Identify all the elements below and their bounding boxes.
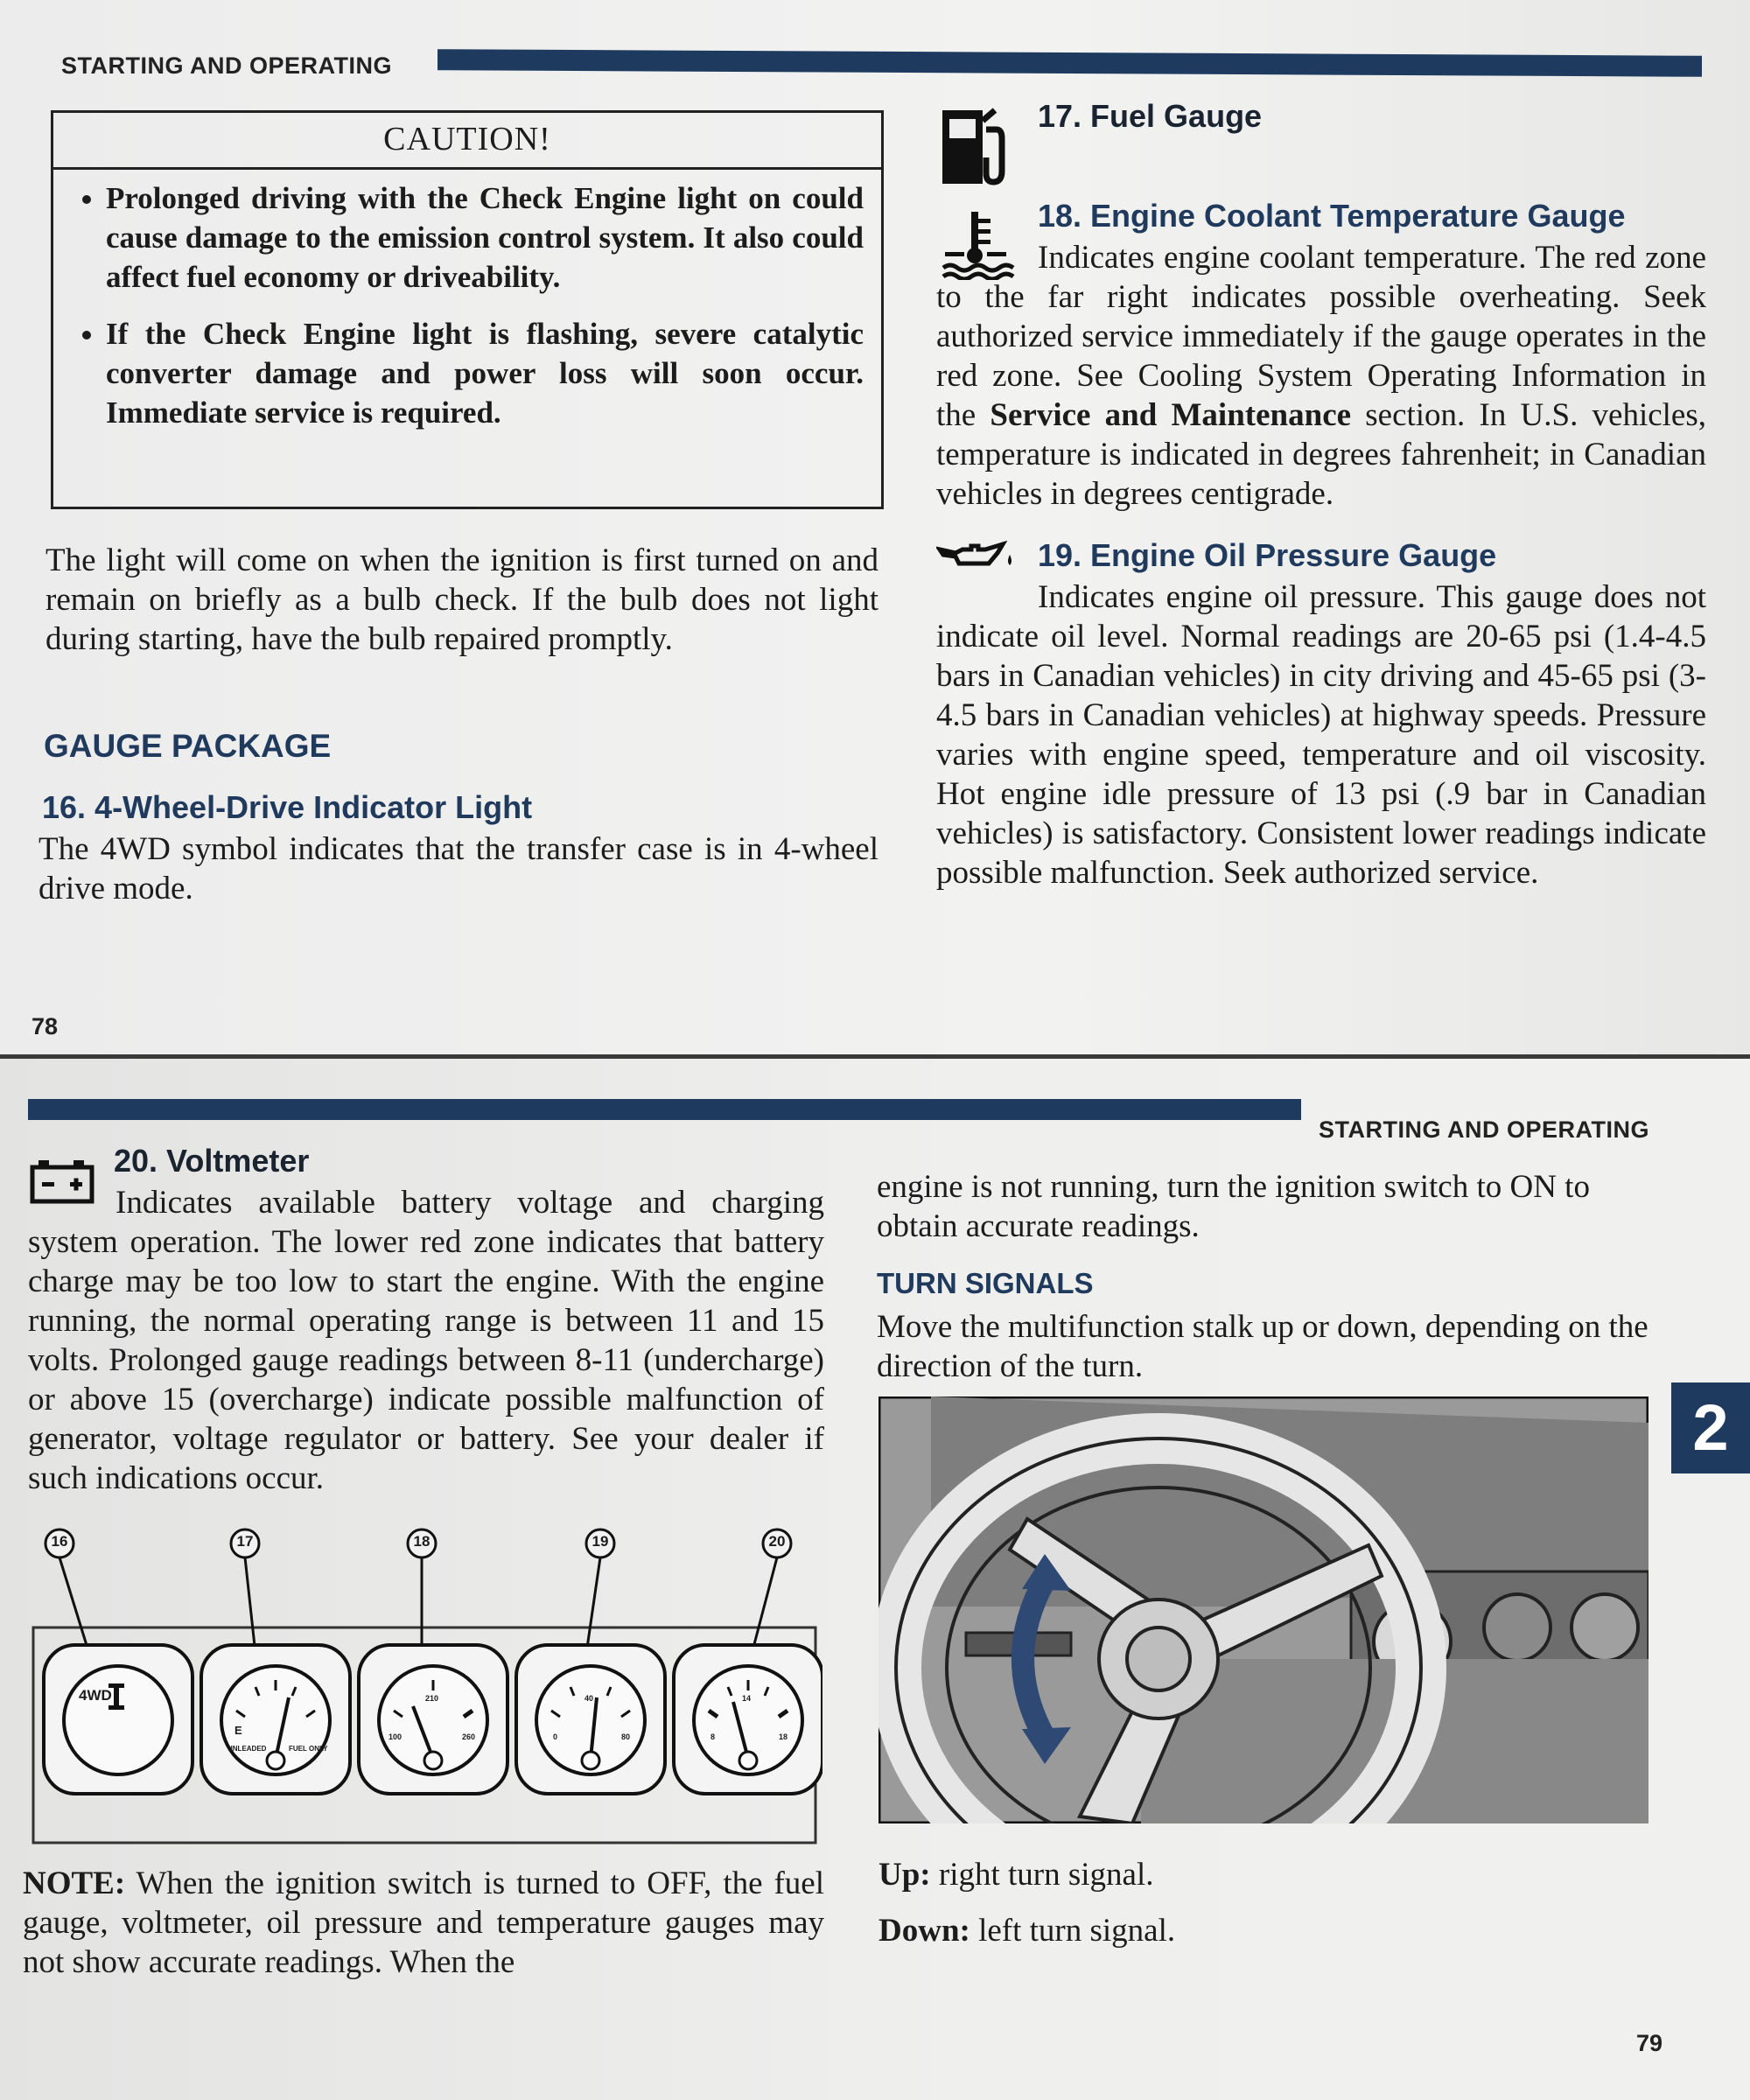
down-text: left turn signal. <box>970 1913 1176 1949</box>
header-rule <box>438 49 1702 77</box>
oil-can-icon <box>936 541 1017 578</box>
note-text: When the ignition switch is turned to OFF, the fuel gauge, voltmeter, oil pressure and temperature gauges may not show accurate readings. When the <box>23 1866 824 1980</box>
callout-16-label: 16 <box>51 1533 68 1550</box>
page-number: 79 <box>1636 2030 1663 2056</box>
gauge-package-heading: GAUGE PACKAGE <box>44 728 332 764</box>
steering-wheel-illustration <box>878 1396 1648 1824</box>
gauge-temp-mid: 210 <box>425 1694 439 1703</box>
callout-19-label: 19 <box>592 1533 609 1550</box>
header-rule <box>28 1099 1301 1120</box>
turn-signals-heading: TURN SIGNALS <box>877 1267 1094 1299</box>
caution-box <box>51 110 884 509</box>
callout-17-label: 17 <box>236 1533 254 1550</box>
item-17-heading: 17. Fuel Gauge <box>1038 98 1263 134</box>
note-continuation: engine is not running, turn the ignition switch to ON to obtain accurate readings. <box>877 1169 1590 1244</box>
gauge-volt-high: 18 <box>779 1732 788 1741</box>
item-20-text: Indicates available battery voltage and charging system operation. The lower red zone indicates that battery charge may be too low to start the engine. With the engine running, the normal operating range is between 11 and 15 volts. Prolonged gauge readings between 8-11 (undercharge) or above 15 (overcharge) indicate possible malfunction of generator, voltage regulator or battery. See your dealer if such indications occur. <box>28 1185 824 1496</box>
gauge-fuel-unleaded: UNLEADED <box>228 1745 267 1753</box>
note-label: NOTE: <box>23 1866 126 1901</box>
callout-18-label: 18 <box>413 1533 430 1550</box>
gauge-oil-pressure <box>516 1645 665 1794</box>
gauge-volt-mid: 14 <box>742 1694 752 1703</box>
caution-list <box>53 170 881 466</box>
item-18-text-part1: Indicates engine coolant temperature. The red zone to the far right indicates possible overheating. Seek authorized service immediately if the gauge operates in the red zone. See Cooling System Operating Information in the <box>936 240 1706 433</box>
caution-bullet: • Prolonged driving with the Check Engine light on could cause damage to the emission control system. It also could affect fuel economy or driveability. <box>106 178 864 297</box>
item-19-heading: 19. Engine Oil Pressure Gauge <box>1038 537 1497 573</box>
page-header: STARTING AND OPERATING <box>61 52 392 79</box>
gauge-temp-high: 260 <box>462 1732 476 1741</box>
callout-20-label: 20 <box>768 1533 786 1550</box>
down-label: Down: <box>878 1913 970 1949</box>
item-16-heading: 16. 4-Wheel-Drive Indicator Light <box>42 789 533 825</box>
ignition-note <box>23 1864 824 1982</box>
gauge-fuel-only: FUEL ONLY <box>289 1745 328 1753</box>
caution-title: CAUTION! <box>53 113 881 170</box>
gauge-voltmeter <box>674 1645 822 1794</box>
fuel-pump-icon <box>941 103 1011 191</box>
item-20-heading: 20. Voltmeter <box>114 1143 310 1179</box>
manual-page-79 <box>0 1059 1750 2100</box>
item-18-text <box>936 238 1706 514</box>
turn-signals-text: Move the multifunction stalk up or down, depending on the direction of the turn. <box>877 1309 1648 1384</box>
gauge-fuel <box>201 1645 350 1794</box>
gauge-temp-low: 100 <box>388 1732 402 1741</box>
gauge-4wd-label: 4WD <box>79 1687 112 1704</box>
gauge-oil-mid: 40 <box>584 1694 594 1703</box>
down-turn-signal <box>878 1911 1648 1950</box>
service-maintenance-ref: Service and Maintenance <box>990 397 1352 433</box>
gauge-4wd <box>44 1645 192 1794</box>
gauge-volt-low: 8 <box>710 1732 716 1741</box>
up-label: Up: <box>878 1857 931 1893</box>
chapter-tab: 2 <box>1671 1382 1750 1474</box>
gauge-oil-high: 80 <box>621 1732 631 1741</box>
page-header: STARTING AND OPERATING <box>1319 1116 1649 1143</box>
item-18-heading: 18. Engine Coolant Temperature Gauge <box>1038 198 1626 234</box>
gauge-oil-low: 0 <box>553 1732 558 1741</box>
bulb-check-paragraph: The light will come on when the ignition is first turned on and remain on briefly as a bulb check. If the bulb does not light during starting, have the bulb repaired promptly. <box>46 542 878 657</box>
caution-bullet: • If the Check Engine light is flashing, severe catalytic converter damage and power loss will soon occur. Immediate service is required. <box>106 314 864 432</box>
gauge-fuel-e: E <box>234 1724 242 1737</box>
up-turn-signal <box>878 1855 1648 1894</box>
up-text: right turn signal. <box>930 1857 1154 1893</box>
item-16-text: The 4WD symbol indicates that the transfer case is in 4-wheel drive mode. <box>38 831 878 906</box>
page-number: 78 <box>32 1013 59 1040</box>
item-19-text: Indicates engine oil pressure. This gauge does not indicate oil level. Normal readings are 20-65 psi (1.4-4.5 bars in Canadian vehicles) in city driving and 45-65 psi (3-4.5 bars in Canadian vehicles) at highway speeds. Pressure varies with engine speed, temperature and oil viscosity. Hot engine idle pressure of 13 psi (.9 bar in Canadian vehicles) is satisfactory. Consistent lower readings indicate possible malfunction. Seek authorized service. <box>936 579 1706 891</box>
gauge-coolant-temperature <box>359 1645 508 1794</box>
item-18-text-part2: section. In U.S. vehicles, temperature is indicated in degrees fahrenheit; in Canadian vehicles in degrees centigrade. <box>936 397 1706 512</box>
